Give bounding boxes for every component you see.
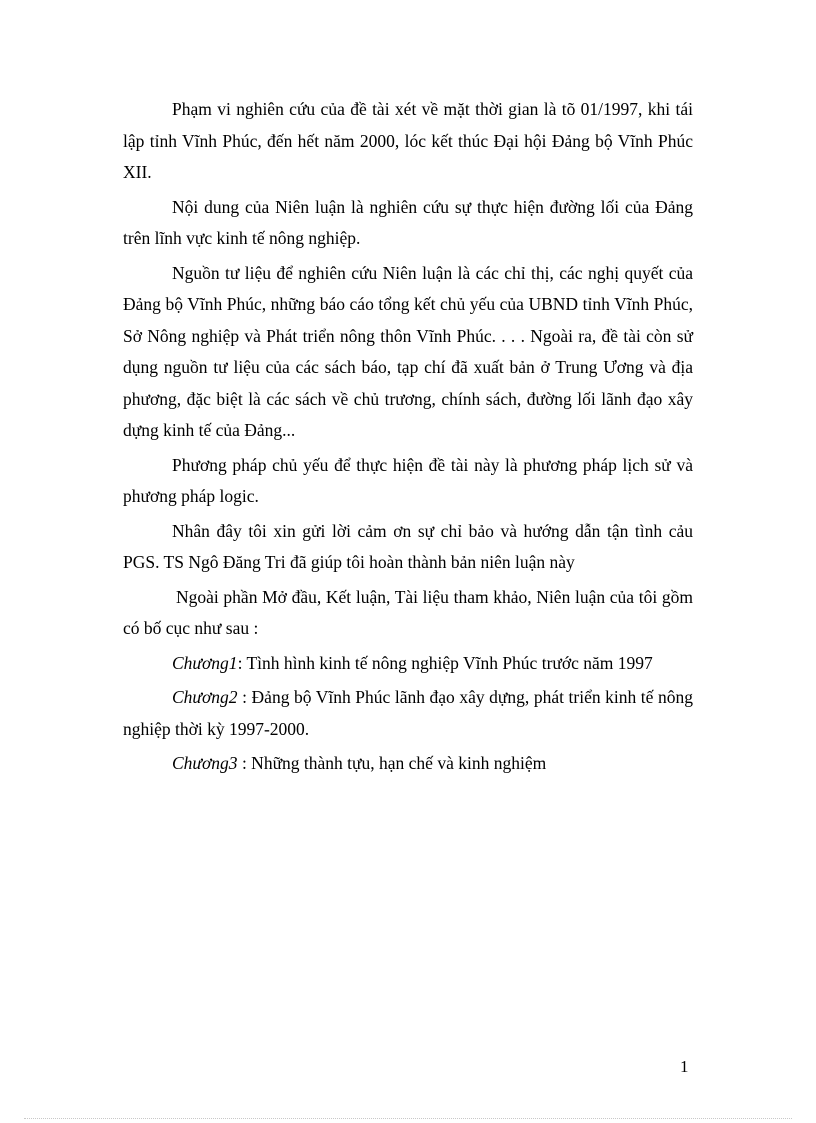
page-number: 1 [680,1057,689,1076]
document-body [123,94,693,783]
chapter-3-line [123,748,693,780]
chapter-2-line [123,682,693,745]
paragraph-sources: Nguồn tư liệu để nghiên cứu Niên luận là các chỉ thị, các nghị quyết của Đảng bộ Vĩnh Phúc, những báo cáo tổng kết chủ yếu của UBND tỉnh Vĩnh Phúc, Sở Nông nghiệp và Phát triển nông thôn Vĩnh Phúc. . . . Ngoài ra, đề tài còn sử dụng nguồn tư liệu của các sách báo, tạp chí đã xuất bản ở Trung Ương và địa phương, đặc biệt là các sách về chủ trương, chính sách, đường lối lãnh đạo xây dựng kinh tế của Đảng... [123,262,693,440]
paragraph-content: Nội dung của Niên luận là nghiên cứu sự thực hiện đường lối của Đảng trên lĩnh vực kinh tế nông nghiệp. [123,196,693,248]
paragraph-structure: Ngoài phần Mở đầu, Kết luận, Tài liệu tham khảo, Niên luận của tôi gồm có bố cục như sau : [123,586,693,638]
chapter-2-label: Chương2 [172,687,238,707]
chapter-1-label: Chương1 [172,652,238,673]
chapter-1-text: : Tình hình kinh tế nông nghiệp Vĩnh Phúc trước năm 1997 [237,652,653,673]
chapter-2-text: : Đảng bộ Vĩnh Phúc lãnh đạo xây dựng, phát triển kinh tế nông nghiệp thời kỳ 1997-2000. [123,687,693,739]
chapter-1-line [123,648,693,680]
paragraph-methods: Phương pháp chủ yếu để thực hiện đề tài này là phương pháp lịch sử và phương pháp logic. [123,454,693,506]
page-bottom-divider [24,1118,792,1119]
paragraph-acknowledgement: Nhân đây tôi xin gửi lời cảm ơn sự chỉ bảo và hướng dẫn tận tình cảu PGS. TS Ngô Đăng Tri đã giúp tôi hoàn thành bản niên luận này [123,520,693,572]
paragraph-scope: Phạm vi nghiên cứu của đề tài xét về mặt thời gian là tõ 01/1997, khi tái lập tỉnh Vĩnh Phúc, đến hết năm 2000, lóc kết thúc Đại hội Đảng bộ Vĩnh Phúc XII. [123,99,693,182]
chapter-3-label: Chương3 [172,753,238,773]
chapter-3-text: : Những thành tựu, hạn chế và kinh nghiệm [237,753,547,773]
